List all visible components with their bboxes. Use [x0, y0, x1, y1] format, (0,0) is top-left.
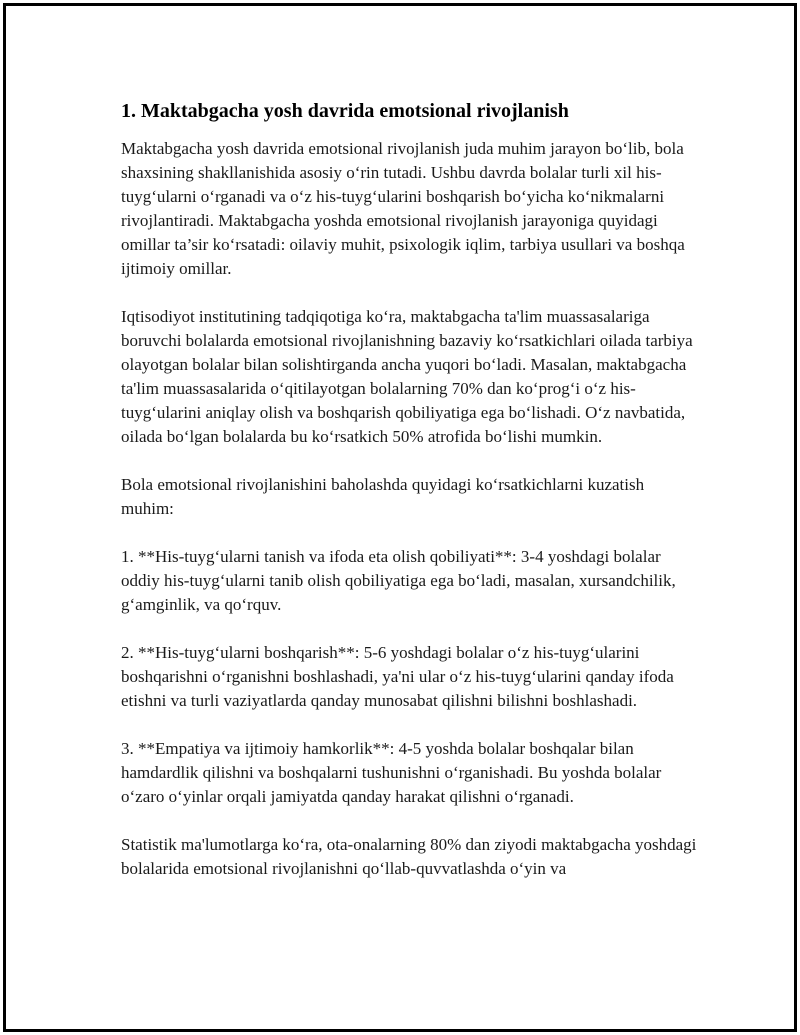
paragraph-statistics: Statistik ma'lumotlarga ko‘ra, ota-onalarning 80% dan ziyodi maktabgacha yoshdagi bolalarida emotsional rivojlanishni qo‘llab-quvvatlashda o‘yin va — [121, 835, 697, 878]
list-item-empathy: 3. **Empatiya va ijtimoiy hamkorlik**: 4-5 yoshda bolalar boshqalar bilan hamdardlik qilishni va boshqalarni tushunishni o‘rganishadi. Bu yoshda bolalar o‘zaro o‘yinlar orqali jamiyatda qanday harakat qilishni o‘rganadi. — [121, 739, 662, 806]
section-title: 1. Maktabgacha yosh davrida emotsional rivojlanish — [121, 100, 569, 122]
paragraph-intro: Maktabgacha yosh davrida emotsional rivojlanish juda muhim jarayon bo‘lib, bola shaxsining shakllanishida asosiy o‘rin tutadi. Ushbu davrda bolalar turli xil his-tuyg‘ularni o‘rganadi va o‘z his-tuyg‘ularini boshqarish bo‘yicha ko‘nikmalarni rivojlantiradi. Maktabgacha yoshda emotsional rivojlanish jarayoniga quyidagi omillar ta’sir ko‘rsatadi: oilaviy muhit, psixologik iqlim, tarbiya usullari va boshqa ijtimoiy omillar. — [121, 139, 685, 278]
list-item-regulation: 2. **His-tuyg‘ularni boshqarish**: 5-6 yoshdagi bolalar o‘z his-tuyg‘ularini boshqarishni o‘rganishni boshlashadi, ya'ni ular o‘z his-tuyg‘ularini qanday ifoda etishni va turli vaziyatlarda qanday munosabat qilishni bilishni boshlashadi. — [121, 643, 674, 710]
list-item-recognition: 1. **His-tuyg‘ularni tanish va ifoda eta olish qobiliyati**: 3-4 yoshdagi bolalar oddiy his-tuyg‘ularni tanib olish qobiliyatiga ega bo‘ladi, masalan, xursandchilik, g‘amginlik, va qo‘rquv. — [121, 547, 676, 614]
paragraph-indicators-intro: Bola emotsional rivojlanishini baholashda quyidagi ko‘rsatkichlarni kuzatish muhim: — [121, 475, 645, 518]
document-body — [121, 98, 701, 905]
paragraph-research: Iqtisodiyot institutining tadqiqotiga ko‘ra, maktabgacha ta'lim muassasalariga boruvchi bolalarda emotsional rivojlanishning bazaviy ko‘rsatkichlari oilada tarbiya olayotgan bolalar bilan solishtirganda ancha yuqori bo‘ladi. Masalan, maktabgacha ta'lim muassasalarida o‘qitilayotgan bolalarning 70% dan ko‘prog‘i o‘z his-tuyg‘ularini aniqlay olish va boshqarish qobiliyatiga ega bo‘lishadi. O‘z navbatida, oilada bo‘lgan bolalarda bu ko‘rsatkich 50% atrofida bo‘lishi mumkin. — [121, 307, 693, 446]
page-frame — [3, 3, 797, 1032]
